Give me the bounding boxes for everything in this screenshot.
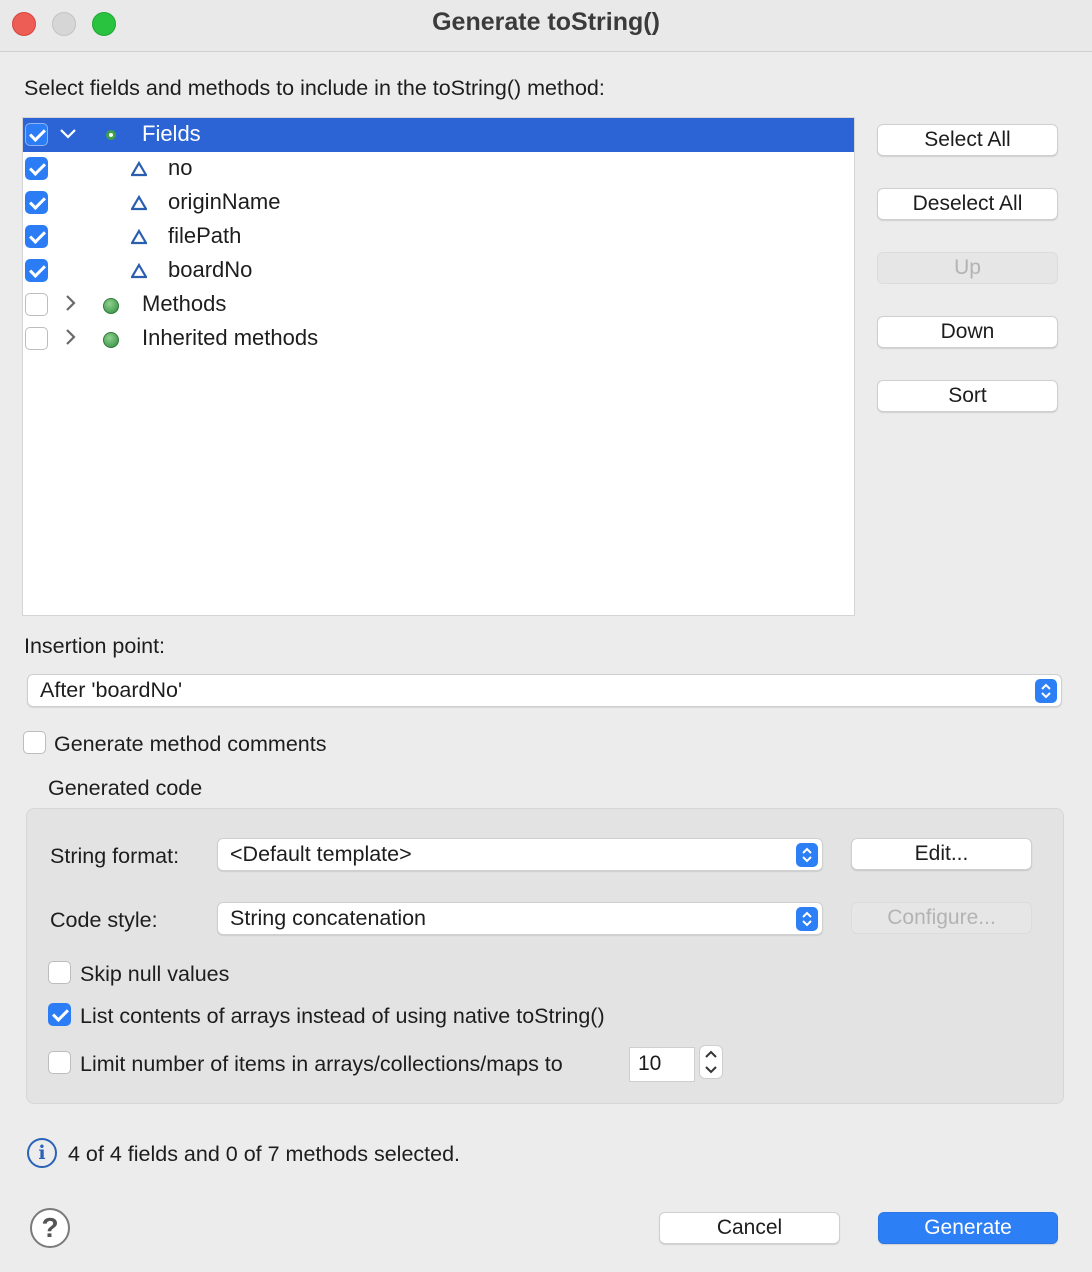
- field-checkbox[interactable]: [25, 157, 48, 180]
- field-triangle-icon: [131, 263, 147, 279]
- code-style-label: Code style:: [50, 908, 158, 932]
- down-button[interactable]: Down: [877, 316, 1058, 348]
- up-button[interactable]: Up: [877, 252, 1058, 284]
- insertion-point-label: Insertion point:: [24, 634, 166, 658]
- skip-null-checkbox[interactable]: [48, 961, 71, 984]
- tree-row-label: no: [168, 155, 193, 180]
- select-arrows-icon: [1035, 679, 1057, 703]
- help-icon[interactable]: ?: [30, 1208, 70, 1248]
- chevron-right-icon[interactable]: [61, 291, 79, 321]
- tree-row-label: Methods: [142, 291, 227, 316]
- limit-items-label: Limit number of items in arrays/collections/maps to: [80, 1052, 563, 1076]
- skip-null-label: Skip null values: [80, 962, 230, 986]
- tree-row-field-no[interactable]: [23, 152, 854, 186]
- info-icon: i: [27, 1138, 57, 1168]
- tree-row-field-filepath[interactable]: [23, 220, 854, 254]
- methods-checkbox[interactable]: [25, 293, 48, 316]
- tree-row-label: Inherited methods: [142, 325, 319, 350]
- tree-row-field-originname[interactable]: [23, 186, 854, 220]
- generate-comments-checkbox[interactable]: [23, 731, 46, 754]
- field-checkbox[interactable]: [25, 259, 48, 282]
- tree-row-field-boardno[interactable]: [23, 254, 854, 288]
- string-format-label: String format:: [50, 844, 180, 868]
- sort-button[interactable]: Sort: [877, 380, 1058, 412]
- string-format-select[interactable]: [217, 838, 823, 871]
- configure-button[interactable]: Configure...: [851, 902, 1032, 934]
- fields-checkbox[interactable]: [25, 123, 48, 146]
- fields-group-icon: [104, 128, 118, 142]
- cancel-button[interactable]: Cancel: [659, 1212, 840, 1244]
- insertion-point-value: After 'boardNo': [40, 678, 183, 702]
- select-arrows-icon: [796, 907, 818, 931]
- field-checkbox[interactable]: [25, 191, 48, 214]
- field-triangle-icon: [131, 161, 147, 177]
- list-arrays-label: List contents of arrays instead of using native toString(): [80, 1004, 605, 1028]
- insertion-point-select[interactable]: [27, 674, 1062, 707]
- stepper-arrows-icon: [700, 1046, 722, 1078]
- list-arrays-checkbox[interactable]: [48, 1003, 71, 1026]
- tree-row-label: boardNo: [168, 257, 253, 282]
- tree-row-inherited-methods[interactable]: [23, 322, 854, 356]
- limit-items-checkbox[interactable]: [48, 1051, 71, 1074]
- inherited-methods-checkbox[interactable]: [25, 327, 48, 350]
- tree-row-label: originName: [168, 189, 281, 214]
- code-style-value: String concatenation: [230, 906, 427, 930]
- tree-row-methods[interactable]: [23, 288, 854, 322]
- tree-row-label: filePath: [168, 223, 242, 248]
- limit-items-input[interactable]: 10: [629, 1047, 695, 1082]
- code-style-select[interactable]: [217, 902, 823, 935]
- edit-template-button[interactable]: Edit...: [851, 838, 1032, 870]
- chevron-right-icon[interactable]: [61, 325, 79, 355]
- generate-button[interactable]: Generate: [878, 1212, 1058, 1244]
- field-checkbox[interactable]: [25, 225, 48, 248]
- field-triangle-icon: [131, 195, 147, 211]
- field-triangle-icon: [131, 229, 147, 245]
- instructions-label: Select fields and methods to include in the toString() method:: [24, 76, 605, 100]
- limit-items-stepper[interactable]: [699, 1045, 723, 1079]
- string-format-value: <Default template>: [230, 842, 412, 866]
- method-icon: [103, 332, 119, 348]
- deselect-all-button[interactable]: Deselect All: [877, 188, 1058, 220]
- window-title: Generate toString(): [432, 8, 660, 36]
- generate-comments-label: Generate method comments: [54, 732, 327, 756]
- method-icon: [103, 298, 119, 314]
- select-arrows-icon: [796, 843, 818, 867]
- select-all-button[interactable]: Select All: [877, 124, 1058, 156]
- members-tree[interactable]: [22, 117, 855, 616]
- tree-row-fields[interactable]: [23, 118, 854, 152]
- status-message: 4 of 4 fields and 0 of 7 methods selected.: [68, 1142, 461, 1166]
- chevron-down-icon[interactable]: [59, 121, 77, 151]
- tree-row-label: Fields: [142, 121, 201, 146]
- generated-code-title: Generated code: [48, 776, 203, 800]
